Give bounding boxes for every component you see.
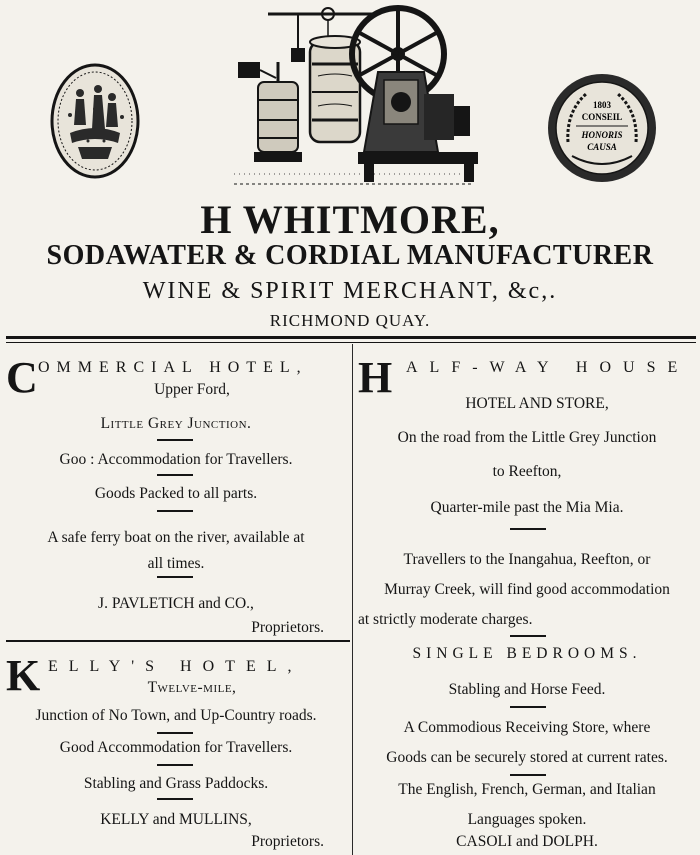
section-separator (6, 640, 350, 642)
medal-line-2: CONSEIL (581, 112, 623, 122)
halfway-line-13: Languages spoken. (467, 811, 587, 828)
halfway-line-14: CASOLI and DOLPH. (456, 833, 598, 850)
merchant-title: WINE & SPIRIT MERCHANT, &c,. (142, 278, 558, 304)
kellys-dropcap: K (6, 651, 41, 700)
halfway-dropcap: H (358, 353, 393, 402)
dash (157, 439, 193, 441)
halfway-line-11: Goods can be securely stored at current rates. (386, 749, 668, 766)
kellys-line-2: Junction of No Town, and Up-Country roads. (35, 707, 317, 724)
commercial-line-8: Proprietors. (251, 619, 324, 636)
halfway-line-6: Murray Creek, will find good accommodation (384, 581, 670, 598)
dash (157, 732, 193, 734)
dash (157, 576, 193, 578)
commercial-line-7: J. PAVLETICH and CO., (98, 595, 254, 612)
kellys-title: ELLY'S HOTEL, (48, 658, 303, 675)
halfway-line-9: Stabling and Horse Feed. (448, 681, 606, 698)
commercial-line-3: Goo : Accommodation for Travellers. (59, 451, 293, 468)
masthead (0, 0, 700, 340)
dash (510, 706, 546, 708)
right-column (356, 344, 698, 855)
left-medal-icon (50, 63, 140, 179)
dash (157, 764, 193, 766)
halfway-line-12: The English, French, German, and Italian (398, 781, 656, 798)
sodawater-machine-illustration (228, 2, 478, 190)
halfway-line-2: On the road from the Little Grey Junction (397, 429, 657, 446)
halfway-line-7: at strictly moderate charges. (358, 611, 533, 628)
halfway-line-1: HOTEL AND STORE, (465, 395, 609, 412)
kellys-line-6: Proprietors. (251, 833, 324, 850)
medal-line-1: 1803 (593, 100, 611, 110)
dash (157, 474, 193, 476)
halfway-line-10: A Commodious Receiving Store, where (403, 719, 651, 736)
commercial-line-5: A safe ferry boat on the river, available at (47, 529, 305, 546)
halfway-line-4: Quarter-mile past the Mia Mia. (430, 499, 624, 516)
halfway-line-5: Travellers to the Inangahua, Reefton, or (403, 551, 651, 568)
column-divider (352, 344, 353, 855)
halfway-title: ALF-WAY HOUSE (406, 359, 690, 376)
dash (510, 635, 546, 637)
medal-line-3: HONORIS (581, 130, 623, 140)
masthead-rule-thin (6, 342, 696, 343)
commercial-line-2: Little Grey Junction. (100, 415, 252, 432)
kellys-line-3: Good Accommodation for Travellers. (59, 739, 293, 756)
dash (510, 774, 546, 776)
kellys-line-5: KELLY and MULLINS, (100, 811, 252, 828)
medal-line-4: CAUSA (587, 142, 617, 152)
left-column (2, 344, 350, 855)
kellys-line-1: Twelve-mile, (147, 679, 237, 696)
commercial-line-1: Upper Ford, (154, 381, 230, 398)
commercial-line-4: Goods Packed to all parts. (94, 485, 258, 502)
halfway-line-3: to Reefton, (492, 463, 562, 480)
business-location: RICHMOND QUAY. (269, 311, 431, 330)
commercial-title: OMMERCIAL HOTEL, (38, 359, 308, 376)
kellys-line-4: Stabling and Grass Paddocks. (83, 775, 269, 792)
dash (157, 798, 193, 800)
dash (510, 528, 546, 530)
dash (157, 510, 193, 512)
masthead-rule-thick (6, 336, 696, 339)
halfway-line-8: SINGLE BEDROOMS. (412, 645, 642, 662)
commercial-dropcap: C (6, 353, 38, 402)
right-medal-icon (546, 72, 658, 184)
commercial-line-6: all times. (147, 555, 205, 572)
advertiser-name: H WHITMORE, (200, 197, 500, 242)
trade-title: SODAWATER & CORDIAL MANUFACTURER (46, 240, 654, 271)
